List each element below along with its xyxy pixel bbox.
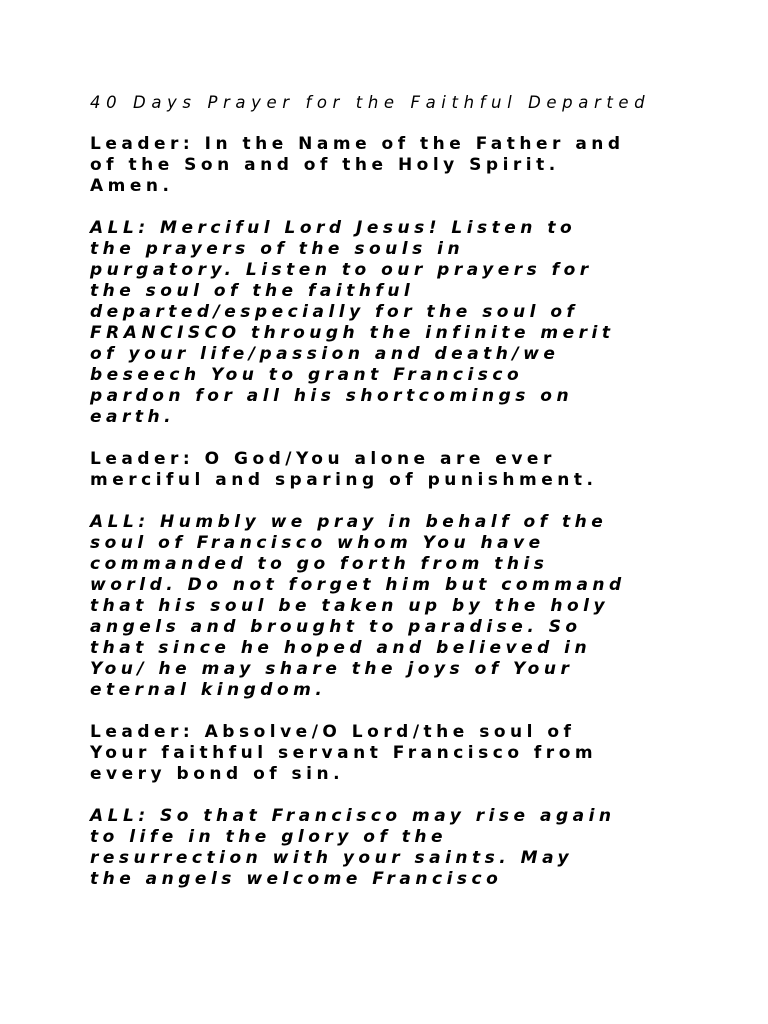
leader-paragraph-2: Leader: O God/You alone are ever merciful and sparing of punishment. [90,449,598,490]
document-title: 40 Days Prayer for the Faithful Departed [90,93,651,112]
leader-paragraph-1: Leader: In the Name of the Father and of the Son and of the Holy Spirit. Amen. [90,134,625,196]
all-paragraph-3: ALL: So that Francisco may rise again to life in the glory of the resurrection with your saints. May the angels welcome Francisco [90,806,616,889]
leader-paragraph-3: Leader: Absolve/O Lord/the soul of Your faithful servant Francisco from every bond of sin. [90,722,598,784]
document-body [90,92,710,911]
all-paragraph-2: ALL: Humbly we pray in behalf of the soul of Francisco whom You have commanded to go forth from this world. Do not forget him but command that his soul be taken up by the holy angels and brought to paradise. So that since he hoped and believed in You/ he may share the joys of Your eternal kingdom. [90,512,626,700]
all-paragraph-1: ALL: Merciful Lord Jesus! Listen to the prayers of the souls in purgatory. Listen to our prayers for the soul of the faithful departed/especially for the soul of FRANCISCO through the infinite merit of your life/passion and death/we beseech You to grant Francisco pardon for all his shortcomings on earth. [90,218,615,427]
